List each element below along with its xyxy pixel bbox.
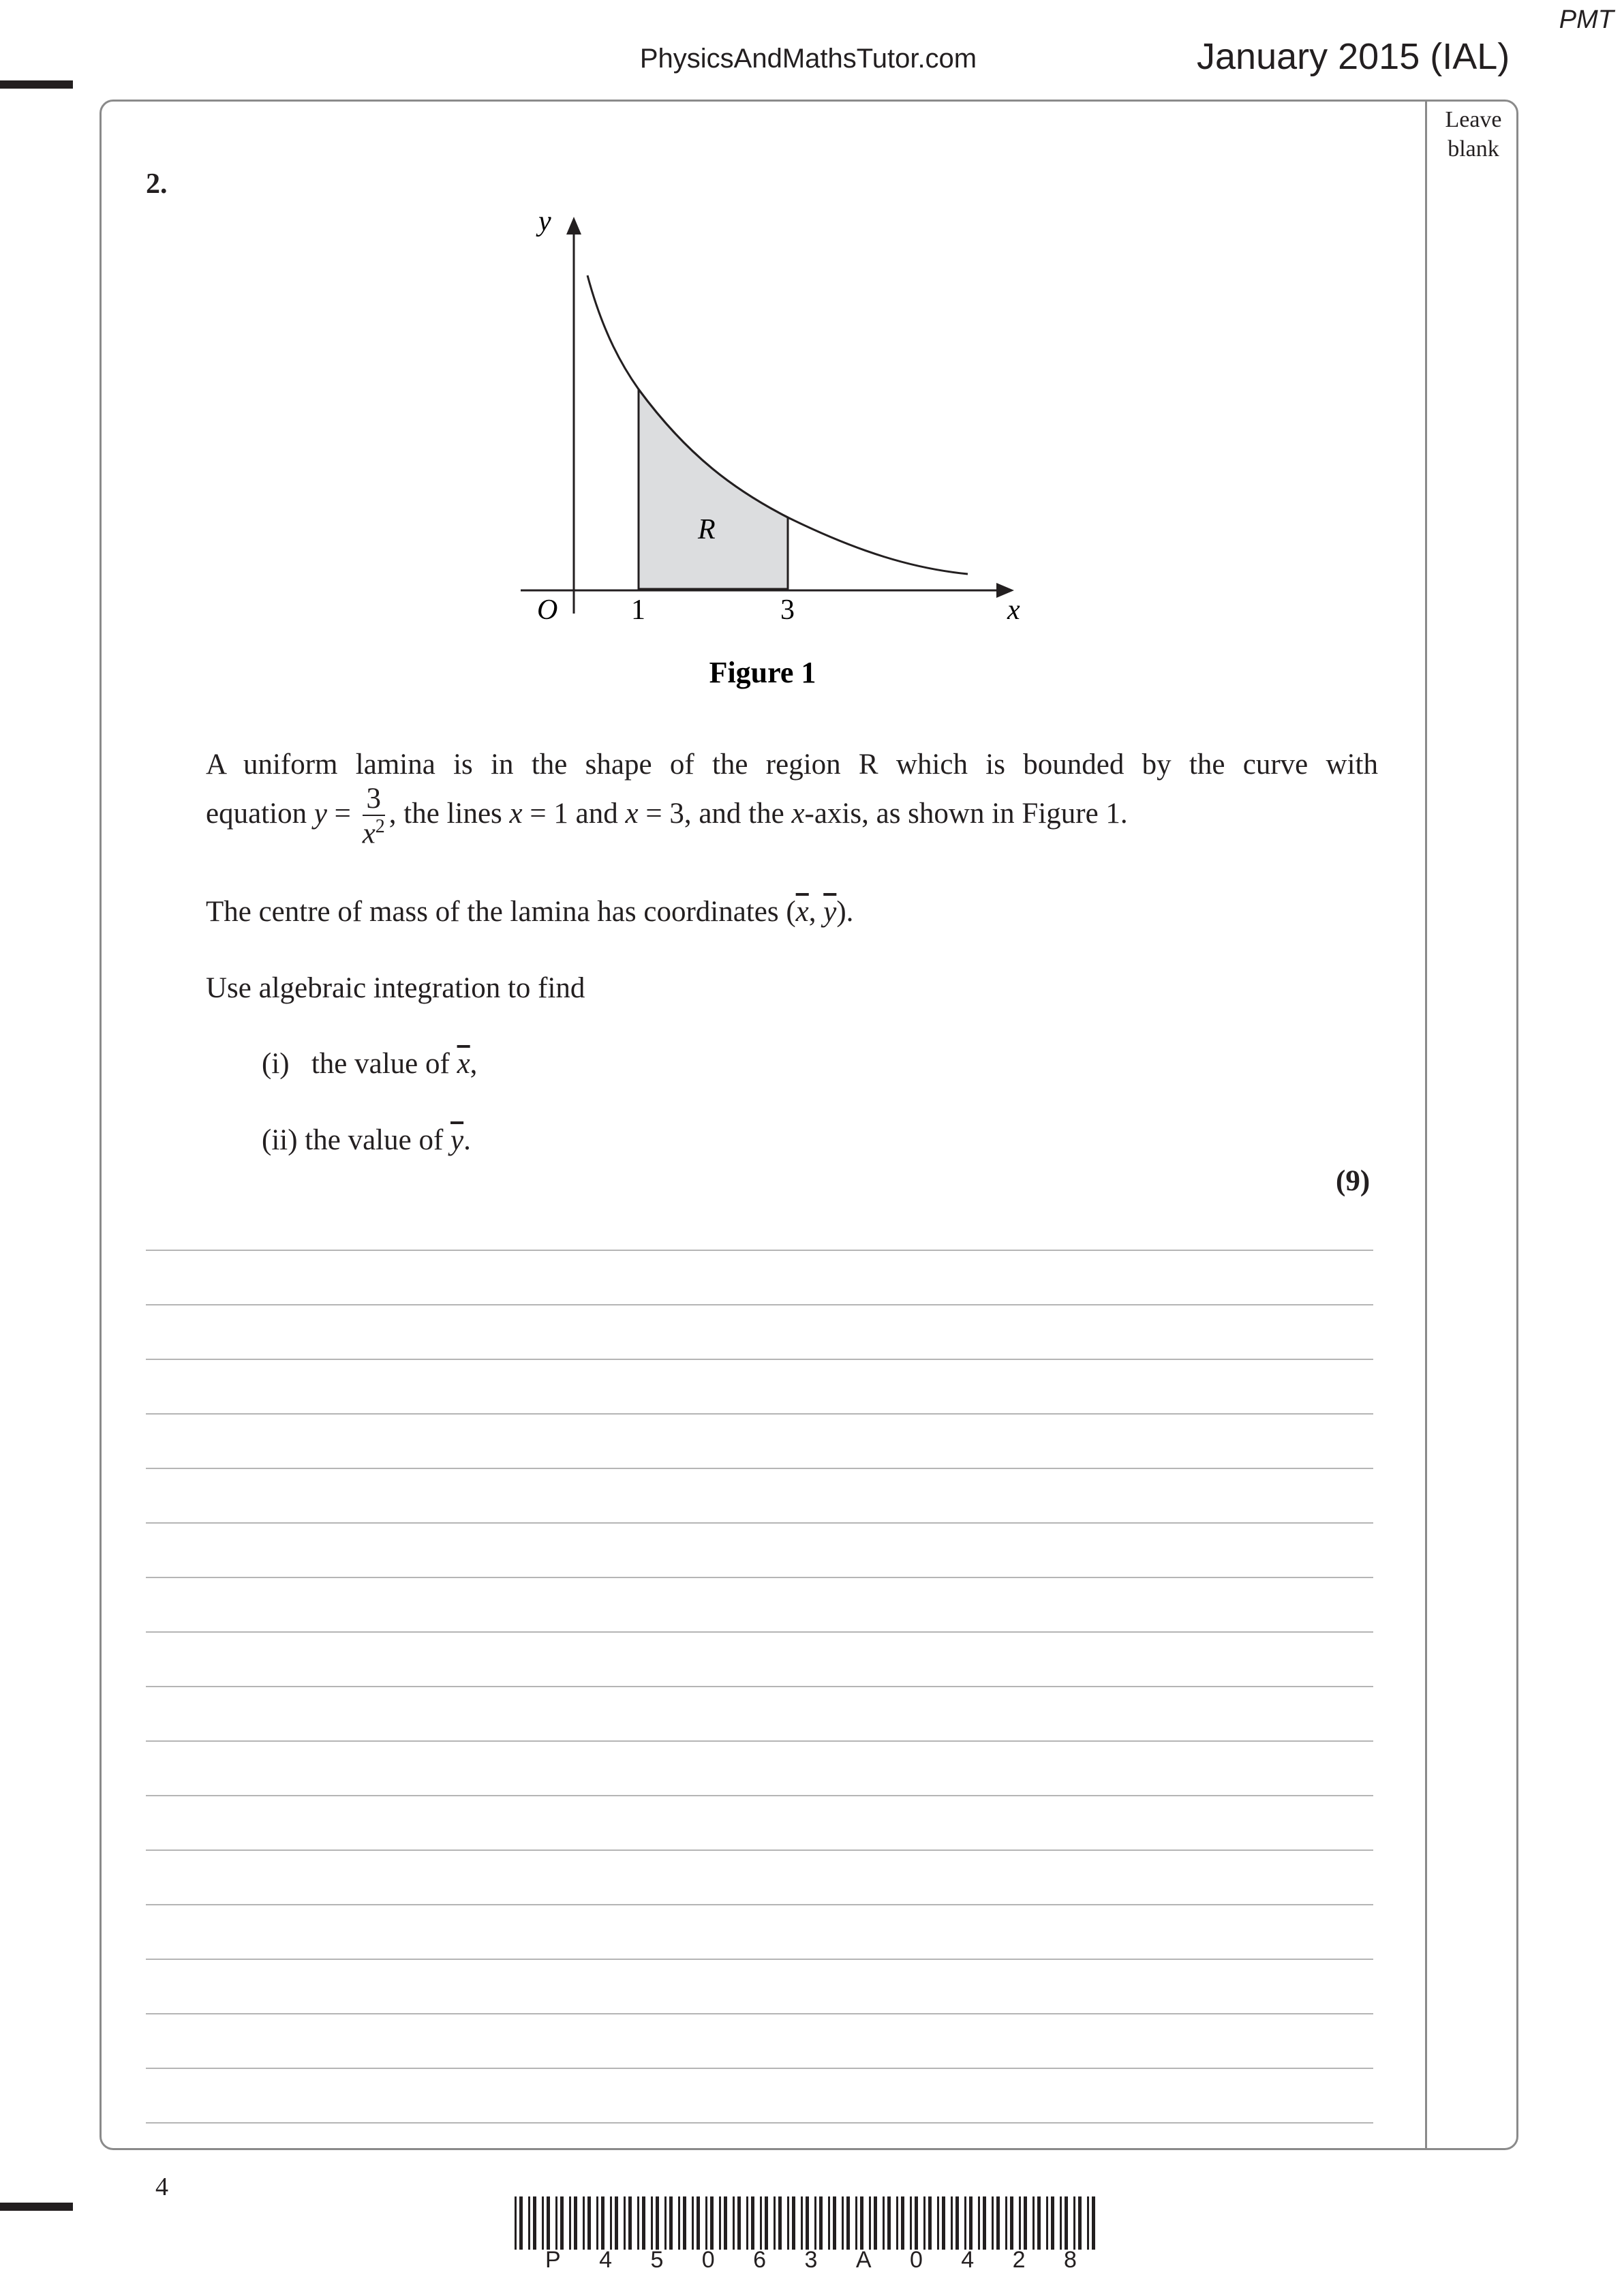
marks: (9) xyxy=(1336,1165,1371,1197)
barcode-bar xyxy=(664,2196,667,2250)
origin-label: O xyxy=(537,594,558,626)
text: . xyxy=(463,1124,471,1156)
barcode-bar xyxy=(1010,2196,1013,2250)
var-y: y xyxy=(313,798,327,830)
barcode xyxy=(515,2196,1101,2250)
question-number: 2. xyxy=(146,168,168,200)
barcode-bar xyxy=(692,2196,694,2250)
barcode-bar xyxy=(887,2196,891,2250)
barcode-bar xyxy=(942,2196,945,2250)
numerator: 3 xyxy=(363,784,385,816)
barcode-bar xyxy=(705,2196,707,2250)
barcode-bar xyxy=(874,2196,877,2250)
text: ). xyxy=(836,896,854,928)
barcode-digit: 4 xyxy=(961,2247,975,2273)
barcode-bar xyxy=(765,2196,768,2250)
barcode-bar xyxy=(678,2196,680,2250)
text: the value of xyxy=(311,1048,457,1080)
answer-line[interactable] xyxy=(146,1631,1373,1633)
barcode-bar xyxy=(596,2196,598,2250)
barcode-digit: 5 xyxy=(650,2247,664,2273)
barcode-bar xyxy=(533,2196,536,2250)
barcode-bar xyxy=(651,2196,653,2250)
part-i xyxy=(262,1047,477,1081)
barcode-bar xyxy=(801,2196,803,2250)
barcode-bar xyxy=(978,2196,980,2250)
text: = 3, and the xyxy=(638,798,792,830)
barcode-bar xyxy=(937,2196,939,2250)
answer-line[interactable] xyxy=(146,1795,1373,1796)
barcode-bar xyxy=(996,2196,1000,2250)
barcode-bar xyxy=(555,2196,557,2250)
barcode-bar xyxy=(828,2196,830,2250)
barcode-bar xyxy=(733,2196,735,2250)
barcode-bar xyxy=(583,2196,585,2250)
centre-of-mass-text xyxy=(206,894,1378,930)
site-name: PhysicsAndMathsTutor.com xyxy=(639,44,977,74)
leave-text: Leave xyxy=(1445,107,1502,132)
barcode-bar xyxy=(883,2196,885,2250)
barcode-bar xyxy=(1073,2196,1075,2250)
figure-1 xyxy=(0,0,1622,750)
barcode-bar xyxy=(992,2196,994,2250)
tick-label-3: 3 xyxy=(780,594,795,626)
text: the value of xyxy=(305,1124,451,1156)
answer-line[interactable] xyxy=(146,1686,1373,1687)
barcode-bar xyxy=(1046,2196,1048,2250)
barcode-bar xyxy=(569,2196,571,2250)
var-y-bar: $\overline{y}$ xyxy=(823,896,837,928)
barcode-bar xyxy=(814,2196,816,2250)
registration-mark-bottom xyxy=(0,2203,73,2211)
text: , xyxy=(808,896,824,928)
barcode-digit: 2 xyxy=(1012,2247,1026,2273)
part-label: (i) xyxy=(262,1048,290,1080)
barcode-digits xyxy=(545,2247,1077,2274)
var-x: x xyxy=(362,817,376,850)
barcode-digit: A xyxy=(855,2247,872,2273)
barcode-bar xyxy=(1092,2196,1095,2250)
barcode-bar xyxy=(1005,2196,1007,2250)
instruction-text: Use algebraic integration to find xyxy=(206,972,585,1004)
barcode-bar xyxy=(615,2196,618,2250)
answer-line[interactable] xyxy=(146,1849,1373,1851)
barcode-digit: 8 xyxy=(1063,2247,1077,2273)
var-x: x xyxy=(625,798,639,830)
exam-date: January 2015 (IAL) xyxy=(1197,36,1510,77)
barcode-bar xyxy=(560,2196,564,2250)
answer-line[interactable] xyxy=(146,1959,1373,1960)
barcode-bar xyxy=(842,2196,844,2250)
text: -axis, as shown in Figure 1. xyxy=(804,798,1128,830)
var-x-bar: $\overline{x}$ xyxy=(795,896,809,928)
pmt-mark: PMT xyxy=(1559,5,1614,34)
barcode-bar xyxy=(1037,2196,1041,2250)
barcode-bar xyxy=(624,2196,626,2250)
barcode-bar xyxy=(860,2196,863,2250)
barcode-bar xyxy=(951,2196,953,2250)
answer-line[interactable] xyxy=(146,1577,1373,1578)
answer-line[interactable] xyxy=(146,1522,1373,1524)
barcode-bar xyxy=(923,2196,925,2250)
var-y-bar: $\overline{y}$ xyxy=(450,1124,464,1156)
barcode-bar xyxy=(697,2196,700,2250)
barcode-bar xyxy=(910,2196,912,2250)
barcode-bar xyxy=(669,2196,673,2250)
barcode-bar xyxy=(515,2196,517,2250)
barcode-bar xyxy=(642,2196,645,2250)
part-label: (ii) xyxy=(262,1124,298,1156)
barcode-bar xyxy=(587,2196,591,2250)
barcode-bar xyxy=(1051,2196,1054,2250)
answer-line[interactable] xyxy=(146,1740,1373,1742)
answer-line[interactable] xyxy=(146,1904,1373,1905)
barcode-bar xyxy=(787,2196,789,2250)
barcode-bar xyxy=(774,2196,776,2250)
barcode-bar xyxy=(601,2196,605,2250)
answer-line[interactable] xyxy=(146,2122,1373,2124)
barcode-bar xyxy=(1024,2196,1027,2250)
tick-label-1: 1 xyxy=(631,594,645,626)
barcode-digit: 0 xyxy=(909,2247,923,2273)
answer-line[interactable] xyxy=(146,1359,1373,1360)
barcode-bar xyxy=(1065,2196,1068,2250)
barcode-bar xyxy=(710,2196,714,2250)
barcode-bar xyxy=(964,2196,966,2250)
barcode-digit: 3 xyxy=(804,2247,818,2273)
barcode-bar xyxy=(833,2196,836,2250)
barcode-bar xyxy=(1019,2196,1021,2250)
text: = 1 and xyxy=(522,798,626,830)
part-ii xyxy=(262,1123,471,1157)
barcode-bar xyxy=(528,2196,530,2250)
var-x-bar: $\overline{x}$ xyxy=(457,1048,470,1080)
question-text-line-2 xyxy=(206,784,1378,848)
barcode-digit: 4 xyxy=(599,2247,613,2273)
y-axis-arrow xyxy=(566,217,581,235)
barcode-bar xyxy=(901,2196,904,2250)
barcode-bar xyxy=(547,2196,550,2250)
barcode-bar xyxy=(656,2196,659,2250)
text: equation xyxy=(206,798,314,830)
barcode-bar xyxy=(1087,2196,1089,2250)
barcode-bar xyxy=(792,2196,795,2250)
y-axis-label: y xyxy=(538,206,551,237)
barcode-bar xyxy=(896,2196,898,2250)
barcode-bar xyxy=(955,2196,959,2250)
barcode-bar xyxy=(610,2196,612,2250)
text: The centre of mass of the lamina has coordinates ( xyxy=(206,896,796,928)
var-x: x xyxy=(791,798,805,830)
barcode-bar xyxy=(737,2196,741,2250)
barcode-bar xyxy=(519,2196,523,2250)
barcode-bar xyxy=(1060,2196,1062,2250)
barcode-bar xyxy=(1078,2196,1082,2250)
text: = xyxy=(326,798,358,830)
barcode-bar xyxy=(983,2196,986,2250)
barcode-bar xyxy=(855,2196,857,2250)
answer-line[interactable] xyxy=(146,2013,1373,2014)
barcode-bar xyxy=(628,2196,632,2250)
var-x: x xyxy=(509,798,523,830)
barcode-bar xyxy=(683,2196,686,2250)
barcode-bar xyxy=(724,2196,727,2250)
answer-line[interactable] xyxy=(146,1250,1373,1251)
barcode-bar xyxy=(846,2196,850,2250)
page-number: 4 xyxy=(155,2173,168,2201)
figure-caption: Figure 1 xyxy=(709,656,816,689)
barcode-bar xyxy=(819,2196,823,2250)
answer-line[interactable] xyxy=(146,2068,1373,2069)
barcode-bar xyxy=(746,2196,748,2250)
barcode-bar xyxy=(778,2196,782,2250)
answer-line[interactable] xyxy=(146,1468,1373,1469)
barcode-bar xyxy=(869,2196,871,2250)
barcode-bar xyxy=(915,2196,918,2250)
barcode-bar xyxy=(719,2196,721,2250)
text: , the lines xyxy=(388,798,510,830)
barcode-bar xyxy=(928,2196,932,2250)
barcode-bar xyxy=(1032,2196,1035,2250)
x-axis-label: x xyxy=(1007,594,1020,626)
exponent: 2 xyxy=(375,816,385,837)
region-r xyxy=(639,389,788,589)
text: , xyxy=(470,1048,478,1080)
blank-text: blank xyxy=(1448,136,1499,162)
barcode-bar xyxy=(542,2196,544,2250)
barcode-bar xyxy=(751,2196,754,2250)
barcode-bar xyxy=(760,2196,762,2250)
barcode-digit: 0 xyxy=(701,2247,715,2273)
fraction xyxy=(363,784,385,848)
barcode-bar xyxy=(637,2196,639,2250)
question-text-line-1: A uniform lamina is in the shape of the region R which is bounded by the curve with xyxy=(206,749,1378,781)
barcode-bar xyxy=(574,2196,577,2250)
barcode-digit: P xyxy=(545,2247,561,2273)
answer-line[interactable] xyxy=(146,1413,1373,1415)
barcode-bar xyxy=(969,2196,973,2250)
answer-line[interactable] xyxy=(146,1304,1373,1305)
barcode-bar xyxy=(806,2196,809,2250)
region-label: R xyxy=(698,514,716,545)
barcode-digit: 6 xyxy=(753,2247,767,2273)
denominator xyxy=(363,816,385,848)
